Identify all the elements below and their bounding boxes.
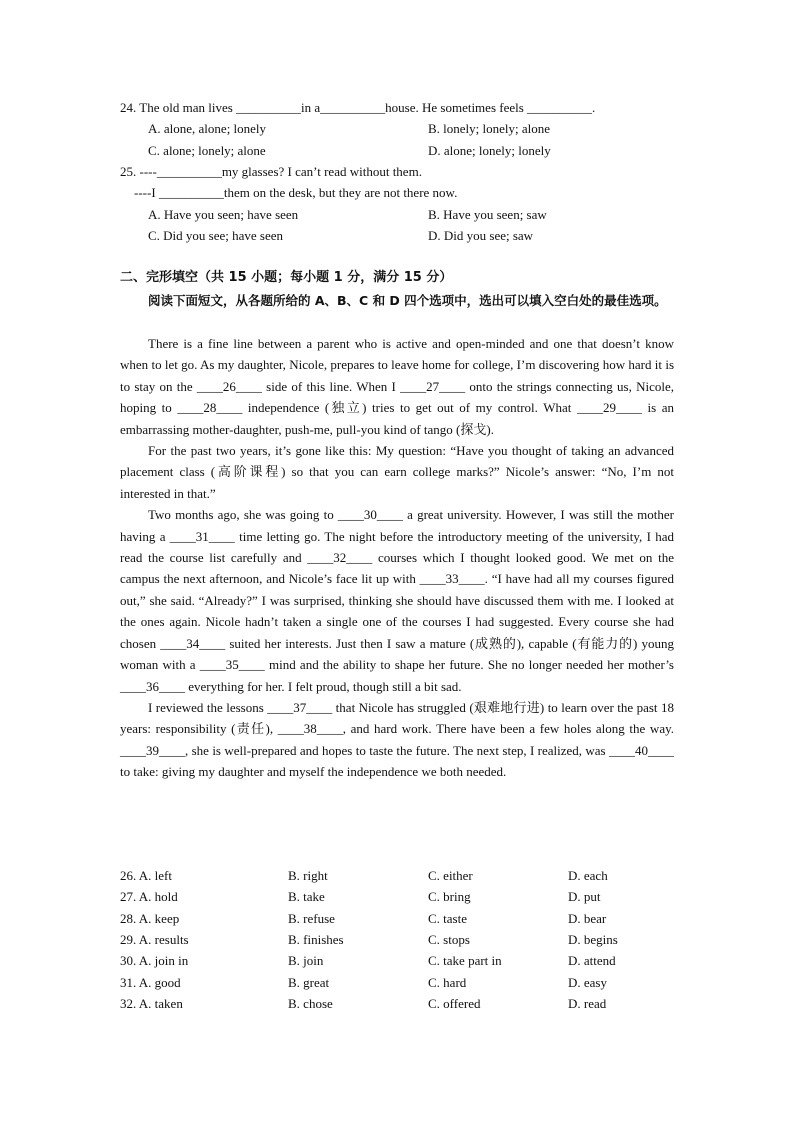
question-25-option-b: B. Have you seen; saw (428, 207, 547, 222)
choice-27-a: 27. A. hold (120, 889, 178, 904)
choice-30-a: 30. A. join in (120, 953, 189, 968)
choice-32-c: C. offered (428, 996, 481, 1011)
question-24-option-c: C. alone; lonely; alone (148, 143, 266, 158)
choice-29-d: D. begins (568, 932, 618, 947)
choice-31-a: 31. A. good (120, 975, 181, 990)
question-25-response: ----I __________them on the desk, but they are not there now. (134, 185, 458, 200)
passage-paragraph: There is a fine line between a parent who is active and open-minded and one that doesn’t know when to let go. As my daughter, Nicole, prepares to leave home for college, I’m discovering how hard it is to stay on the ____26____ side of this line. When I ____27____ onto the strings connecting us, Nicole, hoping to ____28____ independence (独立) tries to get out of my control. What ____29____ is an embarrassing mother-daughter, push-me, pull-you kind of tango (探戈). (120, 336, 674, 437)
choice-30-d: D. attend (568, 953, 616, 968)
question-25-option-d: D. Did you see; saw (428, 228, 534, 243)
choice-32-a: 32. A. taken (120, 996, 183, 1011)
choice-31-c: C. hard (428, 975, 467, 990)
question-24-option-b: B. lonely; lonely; alone (428, 121, 551, 136)
choice-30-b: B. join (288, 953, 324, 968)
question-25-stem: 25. ----__________my glasses? I can’t read without them. (120, 164, 422, 179)
question-24-option-d: D. alone; lonely; lonely (428, 143, 551, 158)
choice-29-a: 29. A. results (120, 932, 189, 947)
choice-28-b: B. refuse (288, 911, 335, 926)
choice-27-c: C. bring (428, 889, 471, 904)
choice-28-c: C. taste (428, 911, 467, 926)
choice-29-c: C. stops (428, 932, 470, 947)
choice-31-b: B. great (288, 975, 330, 990)
choice-32-b: B. chose (288, 996, 333, 1011)
choice-26-d: D. each (568, 868, 608, 883)
choice-26-b: B. right (288, 868, 328, 883)
choice-30-c: C. take part in (428, 953, 502, 968)
question-25-option-a: A. Have you seen; have seen (148, 207, 299, 222)
choice-27-d: D. put (568, 889, 601, 904)
choice-26-a: 26. A. left (120, 868, 172, 883)
passage-paragraph: I reviewed the lessons ____37____ that Nicole has struggled (艰难地行进) to learn over the past 18 years: responsibility (责任), ____38____, and hard work. There have been a few holes along the way. ____39____, she is well-prepared and hopes to taste the future. The next step, I realized, was ____40____ to take: giving my daughter and myself the independence we both needed. (120, 699, 674, 780)
cloze-passage (120, 333, 674, 783)
question-25-option-c: C. Did you see; have seen (148, 228, 284, 243)
question-24-option-a: A. alone, alone; lonely (148, 121, 267, 136)
passage-paragraph: For the past two years, it’s gone like this: My question: “Have you thought of taking an advanced placement class (高阶课程) so that you can earn college marks?” Nicole’s answer: “No, I’m not interested in that.” (120, 443, 674, 501)
choice-28-d: D. bear (568, 911, 607, 926)
choice-27-b: B. take (288, 889, 325, 904)
choice-29-b: B. finishes (288, 932, 344, 947)
passage-paragraph: Two months ago, she was going to ____30____ a great university. However, I was still the mother having a ____31____ time letting go. The night before the introductory meeting of the university, I had read the course list carefully and ____32____ courses which I thought looked good. We met on the campus the next afternoon, and Nicole’s face lit up with ____33____. “I have had all my courses figured out,” she said. “Already?” I was surprised, thinking she should have discussed them with me. I looked at the ones again. Nicole hadn’t taken a single one of the courses I had suggested. Every course she had chosen ____34____ suited her interests. Just then I saw a mature (成熟的), capable (有能力的) young woman with a ____35____ mind and the ability to shape her future. She no longer needed her mother’s ____36____ everything for her. I felt proud, though still a bit sad. (120, 507, 674, 694)
choice-31-d: D. easy (568, 975, 607, 990)
question-24-stem: 24. The old man lives __________in a__________house. He sometimes feels __________. (120, 100, 596, 115)
choice-32-d: D. read (568, 996, 607, 1011)
choice-26-c: C. either (428, 868, 473, 883)
section-instruction: 阅读下面短文，从各题所给的 A、B、C 和 D 四个选项中，选出可以填入空白处的最佳选项。 (148, 293, 667, 308)
section-title: 二、完形填空（共 15 小题；每小题 1 分，满分 15 分） (120, 270, 453, 285)
choice-28-a: 28. A. keep (120, 911, 180, 926)
